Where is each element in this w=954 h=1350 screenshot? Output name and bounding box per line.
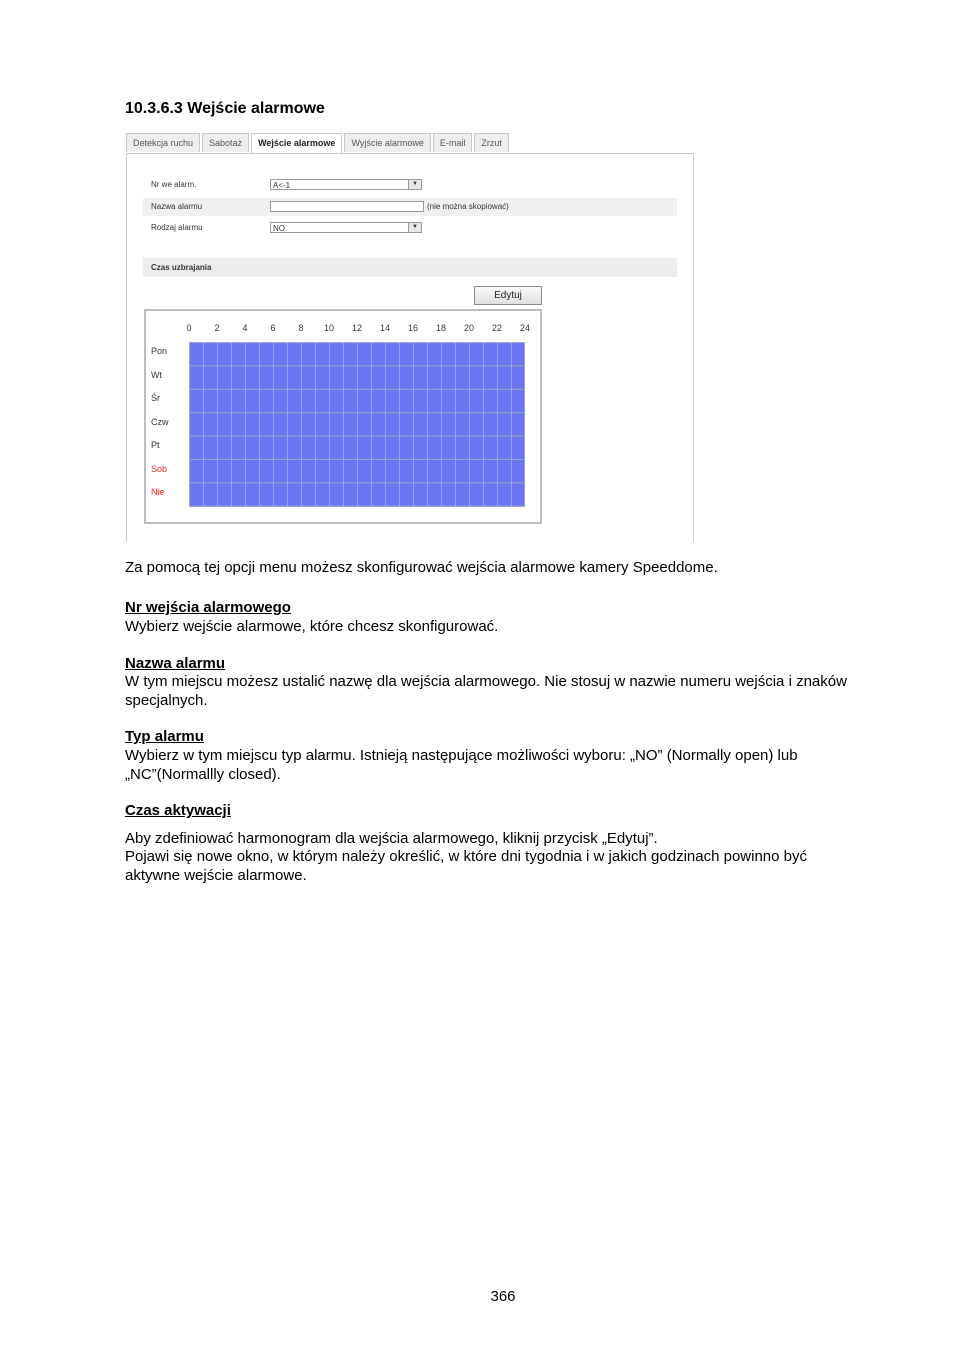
alarm-name-row xyxy=(143,198,677,216)
intro-text: Za pomocą tej opcji menu możesz skonfigurować wejścia alarmowe kamery Speeddome. xyxy=(125,559,718,576)
settings-panel xyxy=(126,153,694,542)
section-body-activation-time-2: Pojawi się nowe okno, w którym należy określić, w które dni tygodnia i w jakich godzinach powinno być aktywne wejście alarmowe. xyxy=(125,848,807,884)
section-heading: 10.3.6.3 Wejście alarmowe xyxy=(125,100,325,117)
section-title-alarm-name: Nazwa alarmu xyxy=(125,655,226,672)
hour-label: 10 xyxy=(323,323,335,333)
chevron-down-icon: ▼ xyxy=(408,180,421,189)
section-body-alarm-number: Wybierz wejście alarmowe, które chcesz skonfigurować. xyxy=(125,618,499,635)
hour-label: 12 xyxy=(351,323,363,333)
alarm-number-row xyxy=(143,176,677,194)
tab-bar xyxy=(126,133,511,153)
hour-label: 24 xyxy=(519,323,531,333)
tab-alarm-input[interactable]: Wejście alarmowe xyxy=(251,133,342,154)
alarm-number-label: Nr we alarm. xyxy=(151,180,197,189)
alarm-type-select[interactable] xyxy=(270,222,422,233)
arming-time-section xyxy=(143,258,677,277)
alarm-type-value: NO xyxy=(273,224,285,233)
section-body-activation-time-1: Aby zdefiniować harmonogram dla wejścia alarmowego, kliknij przycisk „Edytuj”. xyxy=(125,830,658,847)
alarm-name-hint: (nie można skopiować) xyxy=(427,202,509,211)
chevron-down-icon: ▼ xyxy=(408,223,421,232)
day-label: Śr xyxy=(151,393,160,404)
alarm-type-label: Rodzaj alarmu xyxy=(151,223,203,232)
hour-label: 4 xyxy=(242,323,248,333)
section-body-alarm-type: Wybierz w tym miejscu typ alarmu. Istnieją następujące możliwości wyboru: „NO” (Normally open) lub „NC”(Normallly closed). xyxy=(125,747,798,783)
tab-alarm-output[interactable]: Wyjście alarmowe xyxy=(344,133,430,152)
section-title-alarm-number: Nr wejścia alarmowego xyxy=(125,599,291,616)
arming-time-title: Czas uzbrajania xyxy=(151,263,212,272)
section-title-alarm-type: Typ alarmu xyxy=(125,728,204,745)
schedule-grid-box xyxy=(144,309,542,524)
alarm-name-input[interactable] xyxy=(270,201,424,212)
alarm-name-label: Nazwa alarmu xyxy=(151,202,203,211)
schedule-grid[interactable] xyxy=(189,342,525,507)
page-number: 366 xyxy=(490,1288,516,1305)
day-label: Sob xyxy=(151,463,168,474)
day-label: Pon xyxy=(151,346,168,356)
day-label: Czw xyxy=(151,416,169,427)
day-label: Nie xyxy=(151,487,165,498)
section-title-activation-time: Czas aktywacji xyxy=(125,802,231,819)
hour-label: 0 xyxy=(186,323,192,333)
day-label: Pt xyxy=(151,440,160,451)
alarm-type-row xyxy=(143,219,677,237)
hour-label: 14 xyxy=(379,323,391,333)
edit-schedule-button[interactable]: Edytuj xyxy=(474,286,542,305)
tab-email[interactable]: E-mail xyxy=(433,133,473,152)
section-body-alarm-name: W tym miejscu możesz ustalić nazwę dla wejścia alarmowego. Nie stosuj w nazwie numeru wejścia i znaków specjalnych. xyxy=(125,673,847,709)
alarm-input-screenshot xyxy=(126,133,694,541)
day-label: Wt xyxy=(151,369,162,380)
hour-axis xyxy=(186,323,531,335)
hour-label: 2 xyxy=(214,323,220,333)
hour-label: 16 xyxy=(407,323,419,333)
hour-label: 20 xyxy=(463,323,475,333)
tab-tamper[interactable]: Sabotaż xyxy=(202,133,249,152)
hour-label: 22 xyxy=(491,323,503,333)
hour-label: 8 xyxy=(298,323,304,333)
hour-label: 18 xyxy=(435,323,447,333)
alarm-number-value: A<-1 xyxy=(273,181,291,190)
alarm-number-select[interactable] xyxy=(270,179,422,190)
tab-motion-detection[interactable]: Detekcja ruchu xyxy=(126,133,200,152)
hour-label: 6 xyxy=(270,323,276,333)
tab-snapshot[interactable]: Zrzut xyxy=(474,133,509,152)
